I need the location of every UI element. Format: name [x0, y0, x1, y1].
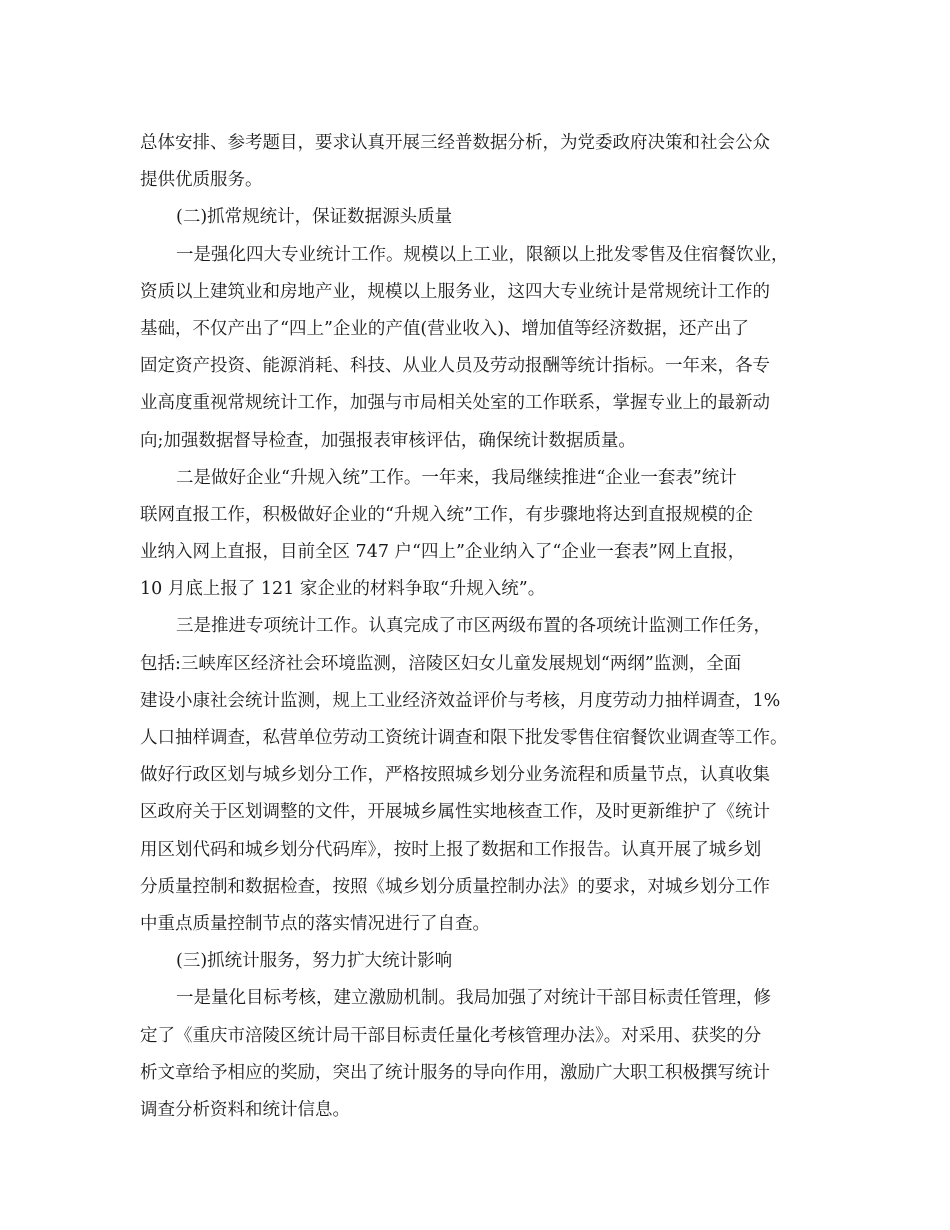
text-line: 向;加强数据督导检查，加强报表审核评估，确保统计数据质量。 — [140, 430, 636, 451]
text-line: 建设小康社会统计监测，规上工业经济效益评价与考核，月度劳动力抽样调查，1% — [140, 690, 781, 711]
text-line: 业高度重视常规统计工作，加强与市局相关处室的工作联系，掌握专业上的最新动 — [140, 393, 770, 414]
text-line: 一是量化目标考核，建立激励机制。我局加强了对统计干部目标责任管理，修 — [176, 988, 771, 1009]
text-line: 总体安排、参考题目，要求认真开展三经普数据分析，为党委政府决策和社会公众 — [140, 133, 770, 153]
text-line: 联网直报工作，积极做好企业的“升规入统”工作，有步骤地将达到直报规模的企 — [140, 504, 753, 525]
text-line: 二是做好企业“升规入统”工作。一年来，我局继续推进“企业一套表”统计 — [176, 467, 737, 488]
text-line: 调查分析资料和统计信息。 — [140, 1099, 350, 1120]
text-line: 区政府关于区划调整的文件，开展城乡属性实地核查工作，及时更新维护了《统计 — [140, 802, 770, 823]
text-line: 中重点质量控制节点的落实情况进行了自查。 — [140, 913, 490, 934]
text-line: 一是强化四大专业统计工作。规模以上工业，限额以上批发零售及住宿餐饮业， — [176, 244, 789, 265]
document-body — [140, 125, 820, 1129]
text-line: 固定资产投资、能源消耗、科技、从业人员及劳动报酬等统计指标。一年来，各专 — [140, 356, 770, 377]
text-line: 用区划代码和城乡划分代码库》，按时上报了数据和工作报告。认真开展了城乡划 — [140, 839, 762, 860]
text-line: 资质以上建筑业和房地产业，规模以上服务业，这四大专业统计是常规统计工作的 — [140, 281, 770, 302]
text-line: 10 月底上报了 121 家企业的材料争取“升规入统”。 — [140, 579, 546, 600]
text-line: (二)抓常规统计，保证数据源头质量 — [176, 207, 453, 228]
text-line: 业纳入网上直报，目前全区 747 户“四上”企业纳入了“企业一套表”网上直报， — [140, 542, 746, 563]
text-line: 包括:三峡库区经济社会环境监测，涪陵区妇女儿童发展规划“两纲”监测，全面 — [140, 653, 742, 674]
text-line: (三)抓统计服务，努力扩大统计影响 — [176, 951, 453, 972]
text-line: 定了《重庆市涪陵区统计局干部目标责任量化考核管理办法》。对采用、获奖的分 — [140, 1025, 762, 1046]
text-line: 基础，不仅产出了“四上”企业的产值(营业收入)、增加值等经济数据，还产出了 — [140, 318, 750, 339]
text-line: 分质量控制和数据检查，按照《城乡划分质量控制办法》的要求，对城乡划分工作 — [140, 876, 770, 897]
text-line: 三是推进专项统计工作。认真完成了市区两级布置的各项统计监测工作任务， — [176, 616, 771, 637]
text-line: 提供优质服务。 — [140, 170, 263, 191]
text-line: 人口抽样调查，私营单位劳动工资统计调查和限下批发零售住宿餐饮业调查等工作。 — [140, 728, 788, 748]
text-line: 析文章给予相应的奖励，突出了统计服务的导向作用，激励广大职工积极撰写统计 — [140, 1062, 770, 1083]
text-line: 做好行政区划与城乡划分工作，严格按照城乡划分业务流程和质量节点，认真收集 — [140, 765, 770, 786]
